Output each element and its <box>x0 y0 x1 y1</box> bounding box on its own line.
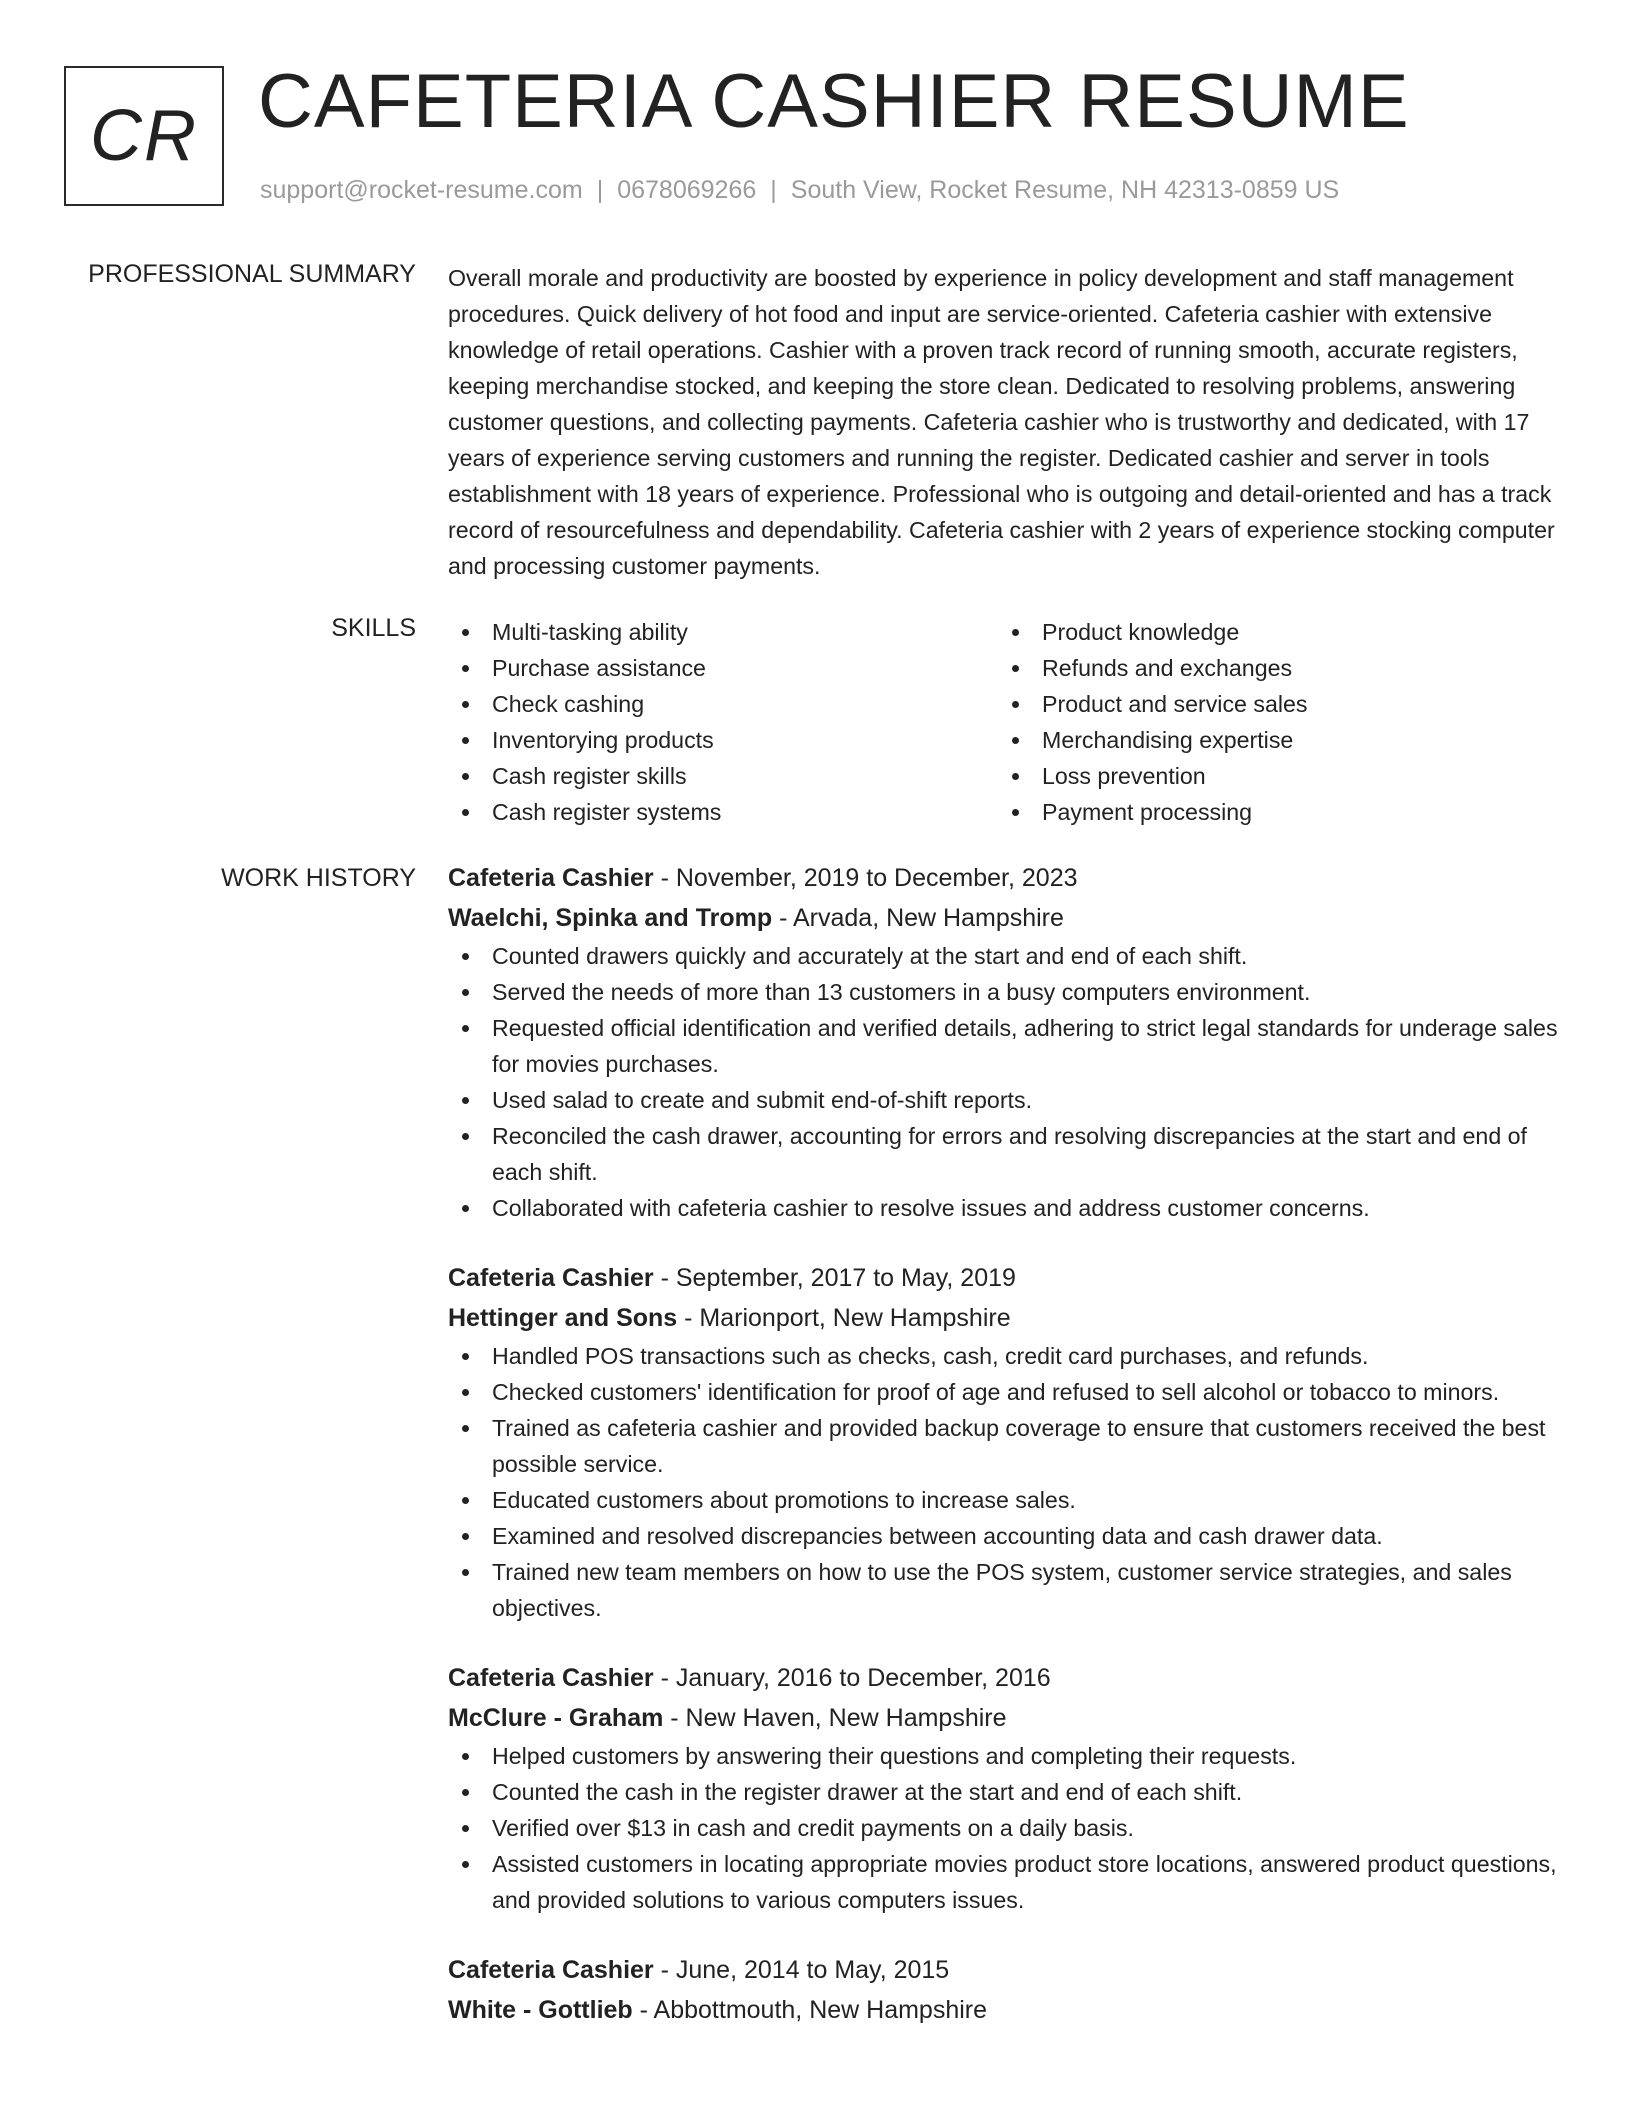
job-title: Cafeteria Cashier <box>448 1956 654 1984</box>
page-title: CAFETERIA CASHIER RESUME <box>258 59 1410 144</box>
job-title-line <box>448 1950 1566 1990</box>
contact-email[interactable]: support@rocket-resume.com <box>260 176 583 204</box>
job-duty: Collaborated with cafeteria cashier to resolve issues and address customer concerns. <box>448 1190 1566 1226</box>
job-company-line <box>448 1298 1566 1338</box>
skills-list-left <box>448 614 998 830</box>
job-title-line <box>448 858 1566 898</box>
job-dates: - September, 2017 to May, 2019 <box>653 1264 1016 1292</box>
section-label-summary: PROFESSIONAL SUMMARY <box>88 260 416 288</box>
job-duty: Examined and resolved discrepancies between accounting data and cash drawer data. <box>448 1518 1566 1554</box>
job-company: Waelchi, Spinka and Tromp <box>448 904 773 932</box>
job-duty: Used salad to create and submit end-of-shift reports. <box>448 1082 1566 1118</box>
contact-phone[interactable]: 0678069266 <box>617 176 757 204</box>
contact-address: South View, Rocket Resume, NH 42313-0859 US <box>790 176 1340 204</box>
job-company-line <box>448 1990 1566 2030</box>
job-duties-list <box>448 1738 1566 1918</box>
contact-line <box>260 176 1339 205</box>
job-duties-list <box>448 1338 1566 1626</box>
job-duty: Served the needs of more than 13 customers in a busy computers environment. <box>448 974 1566 1010</box>
job-dates: - January, 2016 to December, 2016 <box>653 1664 1051 1692</box>
job-entry <box>448 1950 1566 2030</box>
skill-item: Check cashing <box>448 686 998 722</box>
job-title: Cafeteria Cashier <box>448 1264 654 1292</box>
skill-item: Product and service sales <box>998 686 1548 722</box>
job-duty: Reconciled the cash drawer, accounting for errors and resolving discrepancies at the start and end of each shift. <box>448 1118 1566 1190</box>
skills-list-right <box>998 614 1548 830</box>
job-duty: Assisted customers in locating appropriate movies product store locations, answered product questions, and provided solutions to various computers issues. <box>448 1846 1566 1918</box>
skills-column-right <box>998 614 1548 830</box>
job-location: - Marionport, New Hampshire <box>677 1304 1011 1332</box>
job-dates: - November, 2019 to December, 2023 <box>653 864 1078 892</box>
section-label-skills: SKILLS <box>331 614 416 642</box>
job-title-line <box>448 1258 1566 1298</box>
job-duty: Educated customers about promotions to increase sales. <box>448 1482 1566 1518</box>
job-duty: Helped customers by answering their questions and completing their requests. <box>448 1738 1566 1774</box>
job-duty: Verified over $13 in cash and credit payments on a daily basis. <box>448 1810 1566 1846</box>
job-entry <box>448 858 1566 1226</box>
job-entry <box>448 1658 1566 1918</box>
skills-column-left <box>448 614 998 830</box>
job-company-line <box>448 898 1566 938</box>
job-duty: Counted the cash in the register drawer at the start and end of each shift. <box>448 1774 1566 1810</box>
job-company: Hettinger and Sons <box>448 1304 678 1332</box>
skill-item: Inventorying products <box>448 722 998 758</box>
job-company-line <box>448 1698 1566 1738</box>
job-duty: Trained as cafeteria cashier and provided backup coverage to ensure that customers received the best possible service. <box>448 1410 1566 1482</box>
skill-item: Cash register systems <box>448 794 998 830</box>
summary-text: Overall morale and productivity are boosted by experience in policy development and staff management procedures. Quick delivery of hot food and input are service-oriented. Cafeteria cashier with extensive knowledge of retail operations. Cashier with a proven track record of running smooth, accurate registers, keeping merchandise stocked, and keeping the store clean. Dedicated to resolving problems, answering customer questions, and collecting payments. Cafeteria cashier who is trustworthy and dedicated, with 17 years of experience serving customers and running the register. Dedicated cashier and server in tools establishment with 18 years of experience. Professional who is outgoing and detail-oriented and has a track record of resourcefulness and dependability. Cafeteria cashier with 2 years of experience stocking computer and processing customer payments. <box>448 265 1555 579</box>
job-dates: - June, 2014 to May, 2015 <box>653 1956 950 1984</box>
skill-item: Multi-tasking ability <box>448 614 998 650</box>
job-company: White - Gottlieb <box>448 1996 633 2024</box>
monogram-logo: CR <box>64 66 224 206</box>
job-duties-list <box>448 938 1566 1226</box>
job-title: Cafeteria Cashier <box>448 864 654 892</box>
job-duty: Trained new team members on how to use the POS system, customer service strategies, and sales objectives. <box>448 1554 1566 1626</box>
job-duty: Checked customers' identification for proof of age and refused to sell alcohol or tobacco to minors. <box>448 1374 1566 1410</box>
job-duty: Handled POS transactions such as checks, cash, credit card purchases, and refunds. <box>448 1338 1566 1374</box>
job-location: - Abbottmouth, New Hampshire <box>632 1996 988 2024</box>
contact-separator: | <box>770 176 777 204</box>
job-title-line <box>448 1658 1566 1698</box>
job-duty: Requested official identification and verified details, adhering to strict legal standards for underage sales for movies purchases. <box>448 1010 1566 1082</box>
job-duty: Counted drawers quickly and accurately at the start and end of each shift. <box>448 938 1566 974</box>
skills-body <box>448 614 1566 830</box>
section-label-work-history: WORK HISTORY <box>221 864 416 892</box>
skill-item: Merchandising expertise <box>998 722 1548 758</box>
skill-item: Payment processing <box>998 794 1548 830</box>
job-title: Cafeteria Cashier <box>448 1664 654 1692</box>
summary-body <box>448 260 1566 584</box>
job-entry <box>448 1258 1566 1626</box>
work-history-body <box>448 858 1566 2062</box>
job-location: - New Haven, New Hampshire <box>663 1704 1007 1732</box>
contact-separator: | <box>596 176 604 204</box>
job-company: McClure - Graham <box>448 1704 664 1732</box>
skill-item: Product knowledge <box>998 614 1548 650</box>
skill-item: Refunds and exchanges <box>998 650 1548 686</box>
skill-item: Purchase assistance <box>448 650 998 686</box>
job-location: - Arvada, New Hampshire <box>772 904 1064 932</box>
skill-item: Loss prevention <box>998 758 1548 794</box>
skill-item: Cash register skills <box>448 758 998 794</box>
